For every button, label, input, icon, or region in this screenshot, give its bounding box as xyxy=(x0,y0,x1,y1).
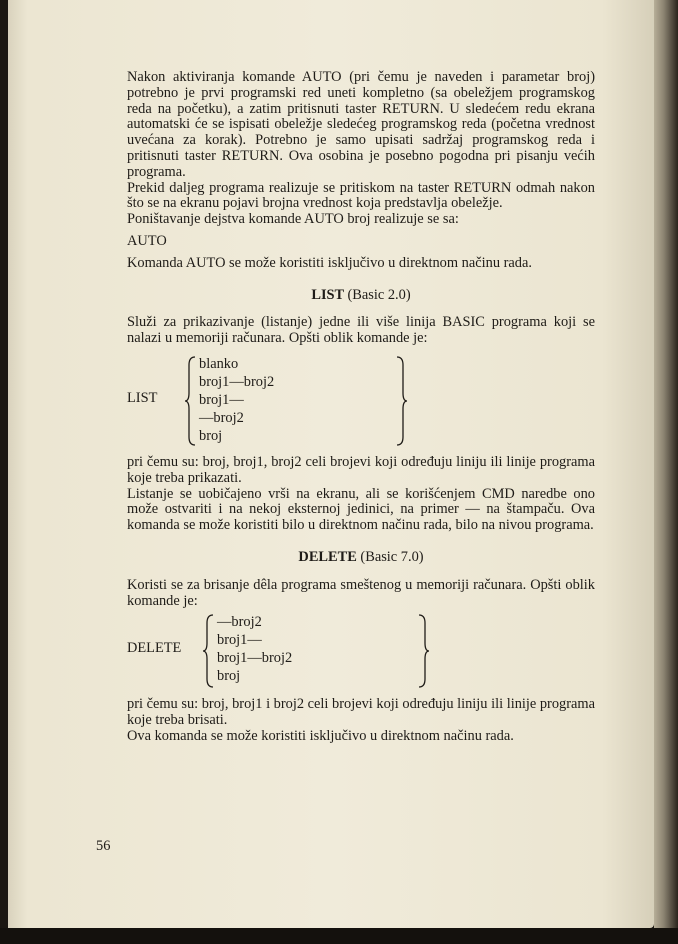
delete-option: broj1—broj2 xyxy=(217,650,293,667)
delete-option: broj1— xyxy=(217,632,262,649)
list-option: broj1—broj2 xyxy=(199,373,275,390)
delete-notes: Ova komanda se može koristiti isključivo u direktnom načinu rada. xyxy=(127,727,514,744)
page-edge-shadow xyxy=(0,928,678,944)
paragraph-auto-usage: Nakon aktiviranja komande AUTO (pri čemu je naveden i parametar broj) potrebno je prvi programski red uneti kompletno (sa obeležjem programskog reda na početku), a zatim pritisnuti taster RETURN. U sledećem redu ekrana automatski će se ispisati obeležje sledećeg programskog reda (početna vrednost uvećana za korak). Potrebno je samo upisati sadržaj programskog reda i pritisnuti taster RETURN. Ova osobina je posebno pogodna pri pisanju većih programa. xyxy=(127,69,595,180)
delete-options xyxy=(217,613,292,685)
delete-syntax xyxy=(127,613,595,689)
list-option: —broj2 xyxy=(199,409,244,426)
list-title: LIST xyxy=(311,286,344,303)
page-number: 56 xyxy=(96,838,111,854)
delete-heading xyxy=(127,550,595,566)
delete-intro: Koristi se za brisanje dêla programa smeštenog u memoriji računara. Opšti oblik komande je: xyxy=(127,576,595,609)
delete-option: broj xyxy=(217,668,241,685)
list-syntax xyxy=(127,355,595,447)
list-option: blanko xyxy=(199,355,239,372)
list-option: broj1— xyxy=(199,391,244,408)
list-options xyxy=(199,355,274,445)
delete-title: DELETE xyxy=(298,548,357,565)
list-intro: Služi za prikazivanje (listanje) jedne ili više linija BASIC programa koji se nalazi u memoriji računara. Opšti oblik komande je: xyxy=(127,314,595,347)
paragraph-cancel: Poništavanje dejstva komande AUTO broj realizuje se sa: xyxy=(127,211,459,228)
delete-params: pri čemu su: broj, broj1 i broj2 celi brojevi koji određuju liniju ili linije programa koje treba brisati. xyxy=(127,696,596,729)
list-keyword: LIST xyxy=(127,389,158,406)
delete-option: —broj2 xyxy=(217,614,262,631)
list-heading xyxy=(127,288,595,304)
delete-version: (Basic 7.0) xyxy=(360,548,424,565)
paragraph-interrupt: Prekid daljeg programa realizuje se pritiskom na taster RETURN odmah nakon što se na ekranu pojavi brojna vrednost koja predstavlja obeležje. xyxy=(127,179,595,212)
book-spine xyxy=(654,0,678,944)
auto-command-line: AUTO xyxy=(127,232,167,249)
list-notes: Listanje se uobičajeno vrši na ekranu, ali se korišćenjem CMD naredbe ono može ostvariti i na nekoj eksternoj jedinici, na primer — na štampaču. Ova komanda se može koristiti bilo u direktnom načinu rada, bilo na nivou programa. xyxy=(127,485,595,534)
delete-keyword: DELETE xyxy=(127,640,182,657)
list-version: (Basic 2.0) xyxy=(347,286,411,303)
list-option: broj xyxy=(199,427,223,444)
auto-note: Komanda AUTO se može koristiti isključivo u direktnom načinu rada. xyxy=(127,254,532,271)
page-text xyxy=(127,70,595,745)
list-params: pri čemu su: broj, broj1, broj2 celi brojevi koji određuju liniju ili linije programa koje treba prikazati. xyxy=(127,453,595,486)
book-page xyxy=(8,0,654,928)
